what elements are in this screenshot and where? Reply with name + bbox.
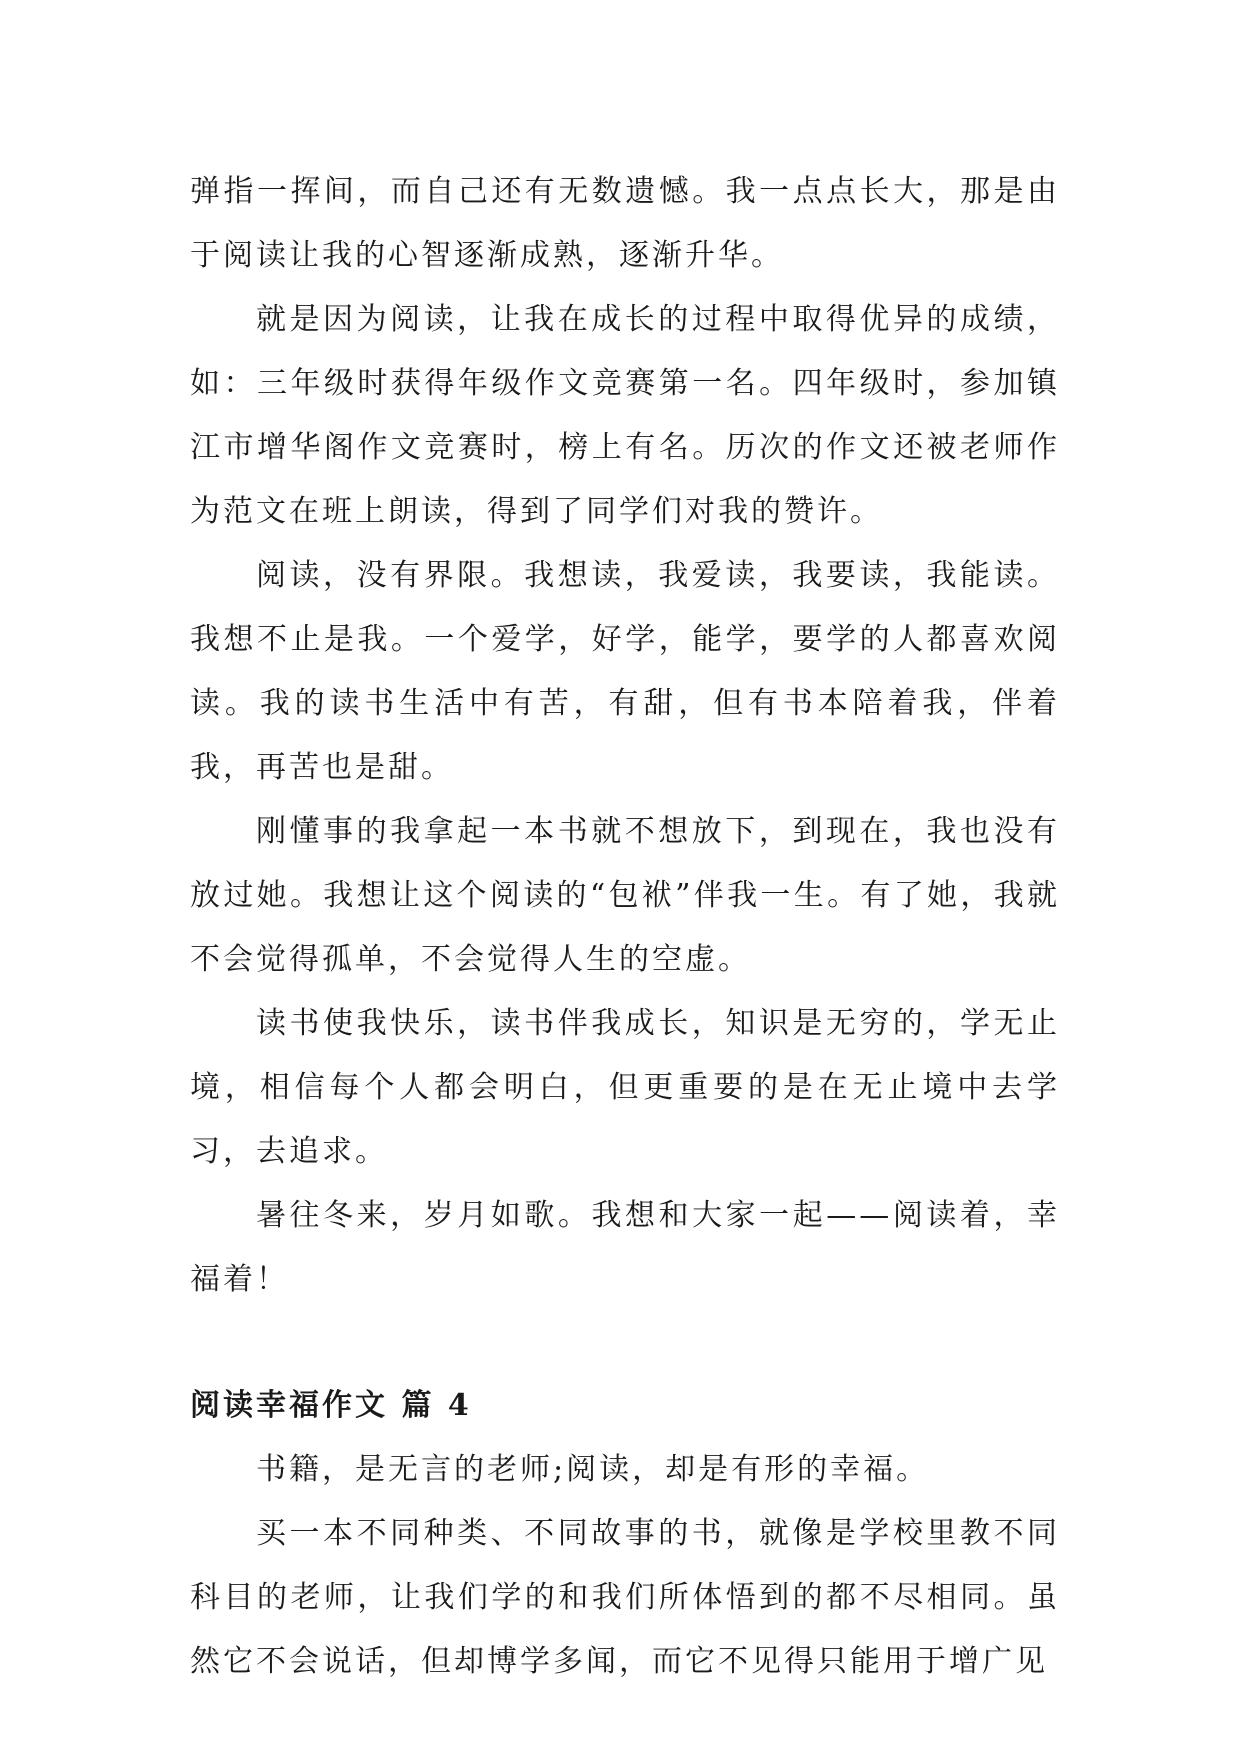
paragraph: 读书使我快乐，读书伴我成长，知识是无穷的，学无止境，相信每个人都会明白，但更重要的是在无止境中去学习，去追求。 <box>190 1006 1060 1169</box>
paragraph: 书籍，是无言的老师;阅读，却是有形的幸福。 <box>256 1452 930 1487</box>
paragraph: 刚懂事的我拿起一本书就不想放下，到现在，我也没有放过她。我想让这个阅读的“包袱”伴我一生。有了她，我就不会觉得孤单，不会觉得人生的空虚。 <box>190 814 1060 977</box>
paragraph: 买一本不同种类、不同故事的书，就像是学校里教不同科目的老师，让我们学的和我们所体悟到的都不尽相同。虽然它不会说话，但却博学多闻，而它不见得只能用于增广见 <box>190 1516 1060 1679</box>
paragraph: 就是因为阅读，让我在成长的过程中取得优异的成绩，如：三年级时获得年级作文竞赛第一名。四年级时，参加镇江市增华阁作文竞赛时，榜上有名。历次的作文还被老师作为范文在班上朗读，得到了同学们对我的赞许。 <box>190 302 1060 529</box>
paragraph: 阅读，没有界限。我想读，我爱读，我要读，我能读。我想不止是我。一个爱学，好学，能学，要学的人都喜欢阅读。我的读书生活中有苦，有甜，但有书本陪着我，伴着我，再苦也是甜。 <box>190 558 1060 785</box>
section-heading: 阅读幸福作文 篇 4 <box>190 1388 472 1423</box>
document-body <box>190 160 1060 1694</box>
paragraph: 弹指一挥间，而自己还有无数遗憾。我一点点长大，那是由于阅读让我的心智逐渐成熟，逐渐升华。 <box>190 174 1060 273</box>
paragraph: 暑往冬来，岁月如歌。我想和大家一起——阅读着，幸福着！ <box>190 1198 1060 1297</box>
